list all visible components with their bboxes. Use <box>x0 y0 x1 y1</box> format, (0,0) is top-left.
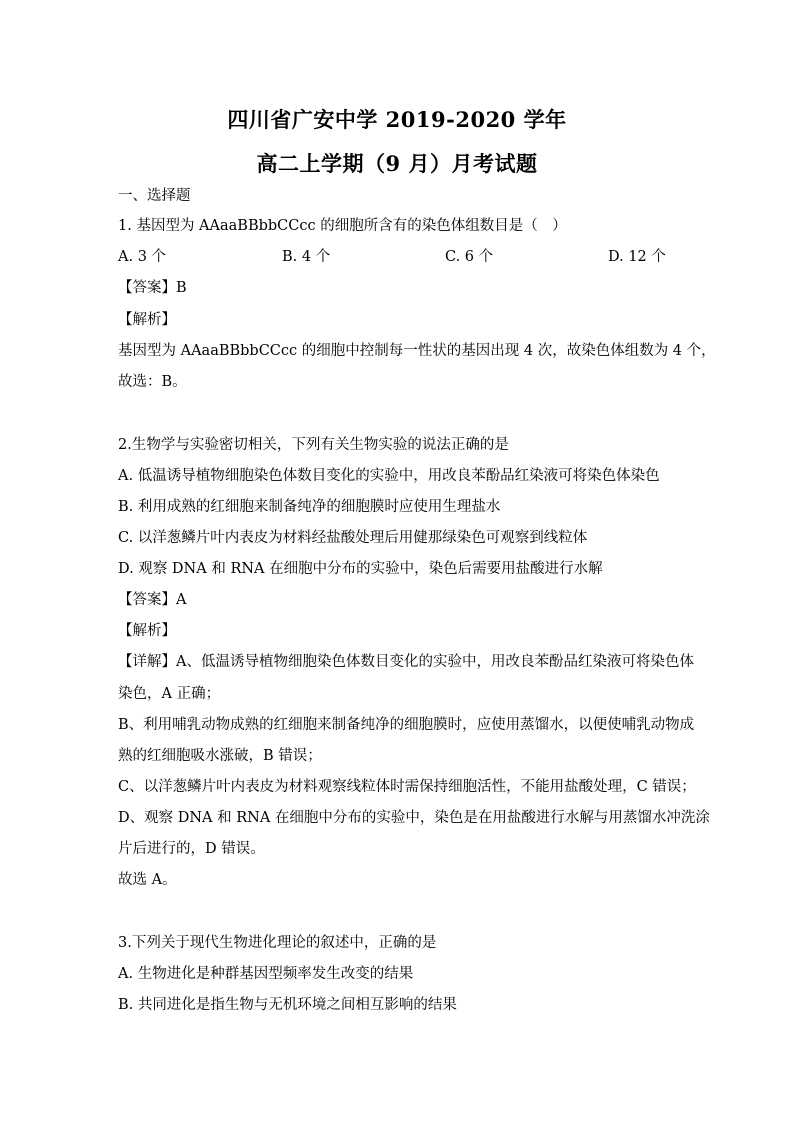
q3-option-b: B. 共同进化是指生物与无机环境之间相互影响的结果 <box>118 997 457 1013</box>
exam-title-line2: 高二上学期（9 月）月考试题 <box>256 151 538 176</box>
q1-option-a: A. 3 个 <box>118 249 167 265</box>
q1-analysis-line: 故选：B。 <box>118 374 187 390</box>
q2-stem: 2.生物学与实验密切相关，下列有关生物实验的说法正确的是 <box>118 437 509 453</box>
q1-option-b: B. 4 个 <box>282 249 331 265</box>
q2-option-b: B. 利用成熟的红细胞来制备纯净的细胞膜时应使用生理盐水 <box>118 499 501 515</box>
q2-option-c: C. 以洋葱鳞片叶内表皮为材料经盐酸处理后用健那绿染色可观察到线粒体 <box>118 530 588 546</box>
q2-analysis-line: B、利用哺乳动物成熟的红细胞来制备纯净的细胞膜时，应使用蒸馏水，以便使哺乳动物成 <box>118 717 695 733</box>
q2-analysis-line: C、以洋葱鳞片叶内表皮为材料观察线粒体时需保持细胞活性，不能用盐酸处理，C 错误； <box>118 779 696 795</box>
q2-analysis-line: 染色，A 正确； <box>118 686 221 702</box>
section-heading: 一、选择题 <box>118 188 191 204</box>
q1-analysis-label: 【解析】 <box>118 312 176 328</box>
q2-analysis-label: 【解析】 <box>118 623 176 639</box>
q2-analysis-line: 熟的红细胞吸水涨破，B 错误； <box>118 748 322 764</box>
q2-answer: 【答案】A <box>118 592 187 608</box>
q3-stem: 3.下列关于现代生物进化理论的叙述中，正确的是 <box>118 935 437 951</box>
q2-option-a: A. 低温诱导植物细胞染色体数目变化的实验中，用改良苯酚品红染液可将染色体染色 <box>118 468 660 484</box>
q3-option-a: A. 生物进化是种群基因型频率发生改变的结果 <box>118 966 414 982</box>
q1-option-c: C. 6 个 <box>445 249 494 265</box>
q1-option-d: D. 12 个 <box>608 249 666 265</box>
q2-option-d: D. 观察 DNA 和 RNA 在细胞中分布的实验中，染色后需要用盐酸进行水解 <box>118 561 603 577</box>
q2-analysis-line: 片后进行的，D 错误。 <box>118 841 265 857</box>
q1-stem: 1. 基因型为 AAaaBBbbCCcc 的细胞所含有的染色体组数目是（ ） <box>118 218 567 234</box>
q2-analysis-line: D、观察 DNA 和 RNA 在细胞中分布的实验中，染色是在用盐酸进行水解与用蒸馏水冲洗涂 <box>118 810 710 826</box>
exam-title-line1: 四川省广安中学 2019-2020 学年 <box>227 107 567 132</box>
q2-analysis-line: 故选 A。 <box>118 872 177 888</box>
q1-analysis-line: 基因型为 AAaaBBbbCCcc 的细胞中控制每一性状的基因出现 4 次，故染色体组数为 4 个， <box>118 343 716 359</box>
q2-analysis-line: 【详解】A、低温诱导植物细胞染色体数目变化的实验中，用改良苯酚品红染液可将染色体 <box>118 654 694 670</box>
q1-answer: 【答案】B <box>118 280 187 296</box>
